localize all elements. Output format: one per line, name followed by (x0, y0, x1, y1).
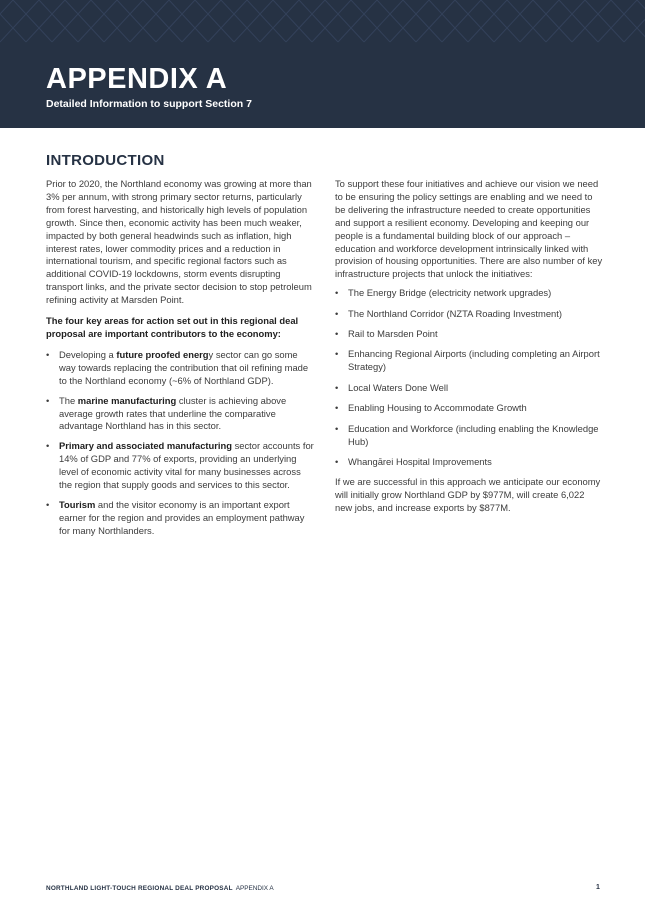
pattern-triangle (273, 14, 299, 28)
list-item: • Enabling Housing to Accommodate Growth (335, 402, 527, 414)
pattern-triangle (78, 0, 104, 14)
pattern-triangle (312, 0, 338, 14)
bullet-icon: • (335, 307, 339, 319)
pattern-triangle (234, 28, 260, 42)
pattern-triangle (286, 0, 312, 14)
right-column (335, 178, 603, 521)
pattern-triangle (65, 14, 91, 28)
pattern-triangle (104, 0, 130, 14)
pattern-triangle (234, 0, 260, 14)
pattern-triangle (598, 0, 624, 14)
pattern-triangle (156, 0, 182, 14)
pattern-triangle (52, 0, 78, 14)
list-item: • Whangārei Hospital Improvements (335, 455, 492, 467)
pattern-triangle (26, 28, 52, 42)
pattern-triangle (468, 0, 494, 14)
bullet-icon: • (335, 455, 339, 467)
footer-section: APPENDIX A (235, 885, 274, 892)
pattern-triangle (351, 14, 377, 28)
list-item: • Primary and associated manufacturing sector accounts for 14% of GDP and 77% of exports, providing an underlying level of economic activity vital for many businesses across the region that supply goods and services to this sector. (46, 440, 314, 491)
list-item: • Developing a future proofed energy sector can go some way towards replacing the contribution that oil refining made to the Northland economy (~6% of Northland GDP). (46, 348, 309, 386)
infrastructure-list (335, 287, 603, 469)
list-item: • Tourism and the visitor economy is an important export earner for the region and provides an employment pathway for many Northlanders. (46, 498, 305, 536)
pattern-triangle (520, 0, 546, 14)
list-item: • The marine manufacturing cluster is achieving above average growth rates that underline the comparative advantage Northland has in this sector. (46, 394, 287, 432)
pattern-triangle (572, 28, 598, 42)
pattern-triangle (624, 0, 645, 14)
pattern-triangle (39, 14, 65, 28)
pattern-triangle (195, 14, 221, 28)
bullet-icon: • (335, 402, 339, 414)
pattern-triangle (442, 28, 468, 42)
pattern-triangle (0, 0, 26, 14)
pattern-triangle (377, 14, 403, 28)
pattern-triangle (546, 0, 572, 14)
pattern-triangle (130, 0, 156, 14)
pattern-triangle (624, 28, 645, 42)
pattern-triangle (299, 14, 325, 28)
pattern-triangle (494, 0, 520, 14)
pattern-triangle (494, 28, 520, 42)
pattern-triangle (156, 28, 182, 42)
pattern-triangle (442, 0, 468, 14)
pattern-triangle (429, 14, 455, 28)
pattern-triangle (169, 14, 195, 28)
pattern-triangle (338, 28, 364, 42)
list-item: • The Northland Corridor (NZTA Roading Investment) (335, 307, 562, 319)
bullet-icon: • (46, 394, 50, 406)
list-item: • Enhancing Regional Airports (including completing an Airport Strategy) (335, 348, 600, 373)
pattern-triangle (403, 14, 429, 28)
pattern-triangle (325, 14, 351, 28)
pattern-triangle (208, 0, 234, 14)
pattern-triangle (598, 28, 624, 42)
bullet-icon: • (335, 381, 339, 393)
intro-paragraph: Prior to 2020, the Northland economy was growing at more than 3% per annum, with strong primary sector returns, particularly from forest harvesting, and historically high levels of population growth. Since then, economic activity has been much weaker, impacted by both general headwinds such as inflation, high interest rates, lower commodity prices and a reduction in international tourism, and specific regional factors such as additional COVID-19 lockdowns, storm events disrupting transport links, and the private sector decision to stop petroleum refining activity at Marsden Point. (46, 178, 312, 306)
pattern-triangle (572, 0, 598, 14)
pattern-triangle (390, 28, 416, 42)
key-areas-list (46, 349, 314, 538)
key-areas-intro: The four key areas for action set out in this regional deal proposal are important contributors to the economy: (46, 315, 299, 339)
pattern-triangle (208, 28, 234, 42)
list-item: • Education and Workforce (including enabling the Knowledge Hub) (335, 422, 599, 447)
pattern-triangle (468, 28, 494, 42)
bullet-icon: • (335, 287, 339, 299)
pattern-triangle (364, 28, 390, 42)
support-paragraph: To support these four initiatives and achieve our vision we need to be ensuring the policy settings are enabling and we need to be delivering the infrastructure needed to create opportunities and support a resilient economy. Developing and keeping our people is a fundamental building block of our approach – education and workforce development intrinsically linked with provision of housing opportunities. There are also number of key infrastructure projects that unlock the initiatives: (335, 178, 603, 280)
pattern-triangle (182, 0, 208, 14)
pattern-triangle (312, 28, 338, 42)
page-header-banner (0, 0, 645, 128)
left-column (46, 178, 314, 545)
page-footer (46, 885, 274, 892)
bullet-icon: • (46, 440, 50, 452)
pattern-triangle (260, 28, 286, 42)
pattern-triangle (481, 14, 507, 28)
pattern-triangle (338, 0, 364, 14)
pattern-triangle (637, 14, 645, 28)
pattern-triangle (364, 0, 390, 14)
bullet-icon: • (46, 348, 50, 360)
list-item: • The Energy Bridge (electricity network upgrades) (335, 287, 552, 299)
pattern-triangle (611, 14, 637, 28)
bullet-icon: • (335, 328, 339, 340)
pattern-triangle (585, 14, 611, 28)
pattern-triangle (520, 28, 546, 42)
section-heading: INTRODUCTION (46, 152, 165, 169)
pattern-triangle (260, 0, 286, 14)
pattern-triangle (143, 14, 169, 28)
pattern-triangle (130, 28, 156, 42)
list-item: • Rail to Marsden Point (335, 328, 438, 340)
pattern-triangle (390, 0, 416, 14)
bullet-icon: • (335, 348, 339, 360)
pattern-triangle (533, 14, 559, 28)
page-subtitle: Detailed Information to support Section 7 (46, 98, 252, 110)
pattern-triangle (26, 0, 52, 14)
pattern-triangle (221, 14, 247, 28)
pattern-triangle (13, 14, 39, 28)
pattern-triangle (52, 28, 78, 42)
page-title: APPENDIX A (46, 63, 228, 95)
pattern-triangle (455, 14, 481, 28)
bullet-icon: • (335, 422, 339, 434)
pattern-triangle (78, 28, 104, 42)
header-triangle-pattern (0, 0, 645, 50)
pattern-triangle (247, 14, 273, 28)
pattern-triangle (0, 14, 13, 28)
pattern-triangle (416, 28, 442, 42)
pattern-triangle (416, 0, 442, 14)
bullet-icon: • (46, 498, 50, 510)
pattern-triangle (0, 28, 26, 42)
pattern-triangle (559, 14, 585, 28)
pattern-triangle (104, 28, 130, 42)
list-item: • Local Waters Done Well (335, 381, 449, 393)
pattern-triangle (117, 14, 143, 28)
page-number: 1 (596, 884, 600, 891)
footer-document-title: NORTHLAND LIGHT-TOUCH REGIONAL DEAL PROPOSAL (46, 885, 233, 892)
pattern-triangle (182, 28, 208, 42)
outcome-paragraph: If we are successful in this approach we anticipate our economy will initially grow Northland GDP by $977M, will create 6,022 new jobs, and increase exports by $877M. (335, 476, 601, 514)
pattern-triangle (286, 28, 312, 42)
pattern-triangle (507, 14, 533, 28)
pattern-triangle (91, 14, 117, 28)
pattern-triangle (546, 28, 572, 42)
